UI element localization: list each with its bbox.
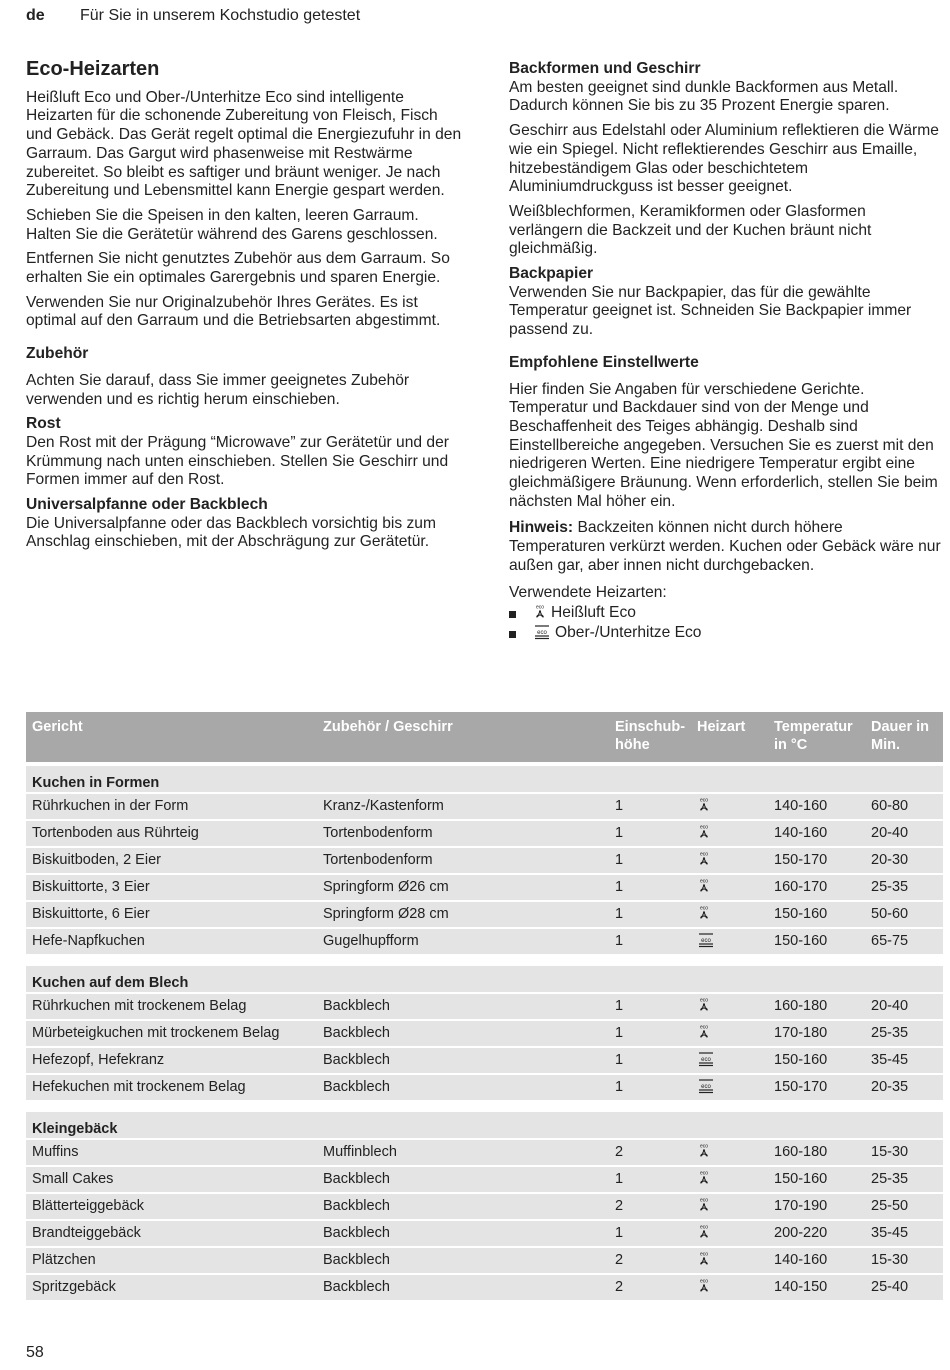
cell-duration: 60-80 [871,798,909,814]
cell-duration: 15-30 [871,1144,909,1160]
cell-temperature: 170-190 [774,1198,828,1214]
fan-eco-icon [697,905,711,925]
cell-temperature: 160-170 [774,879,828,895]
header-temperatur-line2: in °C [774,737,808,753]
cell-accessory: Backblech [323,1052,390,1068]
bullet-square [509,611,516,618]
cell-duration: 25-40 [871,1279,909,1295]
verwendete-label: Verwendete Heizarten: [509,583,667,601]
fan-eco-icon [697,851,711,871]
cell-accessory: Backblech [323,998,390,1014]
eco-paragraph-4: Verwenden Sie nur Originalzubehör Ihres Gerätes. Es ist optimal auf den Garraum und die Betriebsarten abgestimmt. [26,293,441,330]
fan-eco-icon [697,1224,711,1244]
table-section-header [26,1112,943,1138]
svg-text:eco: eco [699,905,709,912]
cell-mode [697,1278,711,1298]
cell-mode [697,878,711,898]
header-einschub-line2: höhe [615,737,650,753]
cell-duration: 35-45 [871,1225,909,1241]
settings-table [26,712,943,1300]
cell-accessory: Backblech [323,1279,390,1295]
eco-paragraph-1: Heißluft Eco und Ober-/Unterhitze Eco sind intelligente Heizarten für die schonende Zubereitung von Fleisch, Fisch und Gebäck. Das Gerät regelt optimal die Energiezufuhr in den Garraum. Das Gargut wird phasenweise mit Restwärme zubereitet. So bleibt es saftiger und bräunt weniger. Je nach Zubereitung und Lebensmittel kann Energie gespart werden. [26,88,462,200]
svg-text:eco: eco [699,878,709,885]
table-row [26,1075,943,1100]
cell-duration: 15-30 [871,1252,909,1268]
top-bottom-eco-icon [697,936,715,952]
cell-duration: 20-35 [871,1079,909,1095]
cell-level: 1 [615,1079,624,1095]
svg-text:eco: eco [699,1197,709,1204]
fan-eco-icon [697,1278,711,1298]
cell-dish: Hefe-Napfkuchen [32,933,145,949]
cell-temperature: 150-170 [774,852,828,868]
language-code: de [26,7,45,24]
fan-eco-icon [697,1024,711,1044]
cell-dish: Mürbeteigkuchen mit trockenem Belag [32,1025,280,1041]
backformen-paragraph-1: Am besten geeignet sind dunkle Backformen aus Metall. Dadurch können Sie bis zu 35 Prozent Energie sparen. [509,78,899,115]
backformen-heading: Backformen und Geschirr [509,60,701,77]
pfanne-heading: Universalpfanne oder Backblech [26,496,268,514]
header-title: Für Sie in unserem Kochstudio getestet [80,7,361,24]
svg-text:eco: eco [535,604,545,611]
svg-text:eco: eco [701,1057,711,1063]
svg-text:eco: eco [699,1143,709,1150]
table-row [26,1248,943,1273]
table-row [26,1140,943,1165]
svg-text:eco: eco [701,1084,711,1090]
fan-eco-icon [697,997,711,1017]
rost-paragraph: Den Rost mit der Prägung “Microwave” zur Gerätetür und der Krümmung nach unten einschieben. Stellen Sie Geschirr und Formen immer auf den Rost. [26,433,449,489]
cell-duration: 35-45 [871,1052,909,1068]
cell-temperature: 140-160 [774,825,828,841]
top-bottom-eco-icon [697,1082,715,1098]
cell-temperature: 140-160 [774,1252,828,1268]
cell-temperature: 150-160 [774,1052,828,1068]
cell-level: 1 [615,825,624,841]
cell-level: 1 [615,852,624,868]
cell-accessory: Backblech [323,1252,390,1268]
fan-eco-icon [697,824,711,844]
svg-text:eco: eco [699,1024,709,1031]
cell-dish: Muffins [32,1144,79,1160]
cell-temperature: 170-180 [774,1025,828,1041]
cell-accessory: Muffinblech [323,1144,397,1160]
zubehoer-paragraph: Achten Sie darauf, dass Sie immer geeignetes Zubehör verwenden und es richtig herum einschieben. [26,371,410,408]
cell-temperature: 150-160 [774,906,828,922]
cell-duration: 20-30 [871,852,909,868]
svg-text:eco: eco [699,851,709,858]
eco-paragraph-2: Schieben Sie die Speisen in den kalten, leeren Garraum. Halten Sie die Gerätetür während des Garens geschlossen. [26,206,438,243]
cell-mode [697,1251,711,1271]
cell-mode [697,1143,711,1163]
backformen-paragraph-3: Weißblechformen, Keramikformen oder Glasformen verlängern die Backzeit und der Kuchen bräunt nicht gleichmäßig. [509,202,872,258]
table-row [26,1221,943,1246]
svg-text:eco: eco [699,1170,709,1177]
header-dauer-line2: Min. [871,737,900,753]
cell-mode [697,1170,711,1190]
cell-dish: Rührkuchen mit trockenem Belag [32,998,247,1014]
empfohlene-paragraph: Hier finden Sie Angaben für verschiedene Gerichte. Temperatur und Backdauer sind von der Menge und Beschaffenheit des Teiges abhängig. Deshalb sind Einstellbereiche angegeben. Versuchen Sie es zuerst mit den niedrigeren Werten. Eine niedrigere Temperatur ergibt eine gleichmäßigere Bräunung. Wenn erforderlich, stellen Sie beim nächsten Mal höher ein. [509,380,938,510]
svg-text:eco: eco [699,1278,709,1285]
cell-mode [697,1051,715,1071]
cell-duration: 25-35 [871,1025,909,1041]
cell-mode [697,905,711,925]
header-dauer [871,718,929,754]
table-row [26,1275,943,1300]
cell-accessory: Backblech [323,1198,390,1214]
header-einschub [615,718,685,754]
cell-dish: Biskuittorte, 3 Eier [32,879,150,895]
cell-temperature: 150-160 [774,1171,828,1187]
header-gericht: Gericht [32,719,83,735]
heating-modes-list [509,604,941,644]
cell-mode [697,797,711,817]
cell-dish: Hefekuchen mit trockenem Belag [32,1079,246,1095]
backformen-paragraph-2: Geschirr aus Edelstahl oder Aluminium reflektieren die Wärme wie ein Spiegel. Nicht reflektierendes Geschirr aus Emaille, hitzebeständigem Glas oder beschichtetem Aluminiumdruckguss ist besser geeignet. [509,122,939,196]
cell-level: 1 [615,998,624,1014]
fan-eco-icon [697,1251,711,1271]
cell-accessory: Gugelhupfform [323,933,419,949]
section-title: Kleingebäck [32,1121,118,1137]
table-row [26,794,943,819]
table-row [26,929,943,954]
cell-accessory: Springform Ø26 cm [323,879,449,895]
rost-heading: Rost [26,415,61,433]
cell-temperature: 160-180 [774,998,828,1014]
cell-mode [697,1197,711,1217]
svg-text:eco: eco [699,1251,709,1258]
cell-dish: Blätterteiggebäck [32,1198,145,1214]
table-row [26,848,943,873]
section-gap [26,954,943,962]
cell-dish: Biskuitboden, 2 Eier [32,852,161,868]
fan-eco-icon [697,1170,711,1190]
mode-top-bottom-eco-label: Ober-/Unterhitze Eco [555,624,702,642]
zubehoer-heading: Zubehör [26,345,89,363]
backpapier-heading: Backpapier [509,265,594,283]
hinweis-text: Backzeiten können nicht durch höhere Temperaturen verkürzt werden. Kuchen oder Gebäck wäre nur außen gar, aber innen nicht durchgebacken. [509,519,941,574]
cell-duration: 25-35 [871,879,909,895]
table-row [26,875,943,900]
cell-dish: Biskuittorte, 6 Eier [32,906,150,922]
cell-level: 1 [615,1052,624,1068]
cell-accessory: Backblech [323,1025,390,1041]
cell-duration: 65-75 [871,933,909,949]
svg-text:eco: eco [699,1224,709,1231]
pfanne-paragraph: Die Universalpfanne oder das Backblech vorsichtig bis zum Anschlag einschieben, mit der Abschrägung zur Gerätetür. [26,514,436,551]
cell-level: 2 [615,1144,624,1160]
cell-level: 1 [615,1225,624,1241]
svg-text:eco: eco [699,997,709,1004]
cell-level: 1 [615,906,624,922]
page-number: 58 [26,1344,44,1361]
cell-temperature: 160-180 [774,1144,828,1160]
top-bottom-eco-icon [697,1055,715,1071]
cell-mode [697,932,715,952]
top-bottom-eco-icon [533,624,551,646]
fan-eco-icon [697,1143,711,1163]
table-header [26,712,943,762]
cell-dish: Tortenboden aus Rührteig [32,825,199,841]
cell-accessory: Springform Ø28 cm [323,906,449,922]
list-item [509,624,941,644]
cell-level: 2 [615,1279,624,1295]
right-column [509,60,941,644]
eco-paragraph-3: Entfernen Sie nicht genutztes Zubehör aus dem Garraum. So erhalten Sie ein optimales Garergebnis und sparen Energie. [26,250,450,287]
cell-dish: Rührkuchen in der Form [32,798,189,814]
bullet-square [509,631,516,638]
cell-level: 1 [615,1025,624,1041]
cell-duration: 20-40 [871,998,909,1014]
svg-text:eco: eco [699,797,709,804]
cell-duration: 25-35 [871,1171,909,1187]
header-einschub-line1: Einschub- [615,719,686,735]
fan-eco-icon [697,1197,711,1217]
cell-accessory: Kranz-/Kastenform [323,798,444,814]
svg-text:eco: eco [537,630,547,637]
cell-dish: Spritzgebäck [32,1279,116,1295]
cell-level: 2 [615,1252,624,1268]
table-section-header [26,966,943,992]
cell-level: 1 [615,1171,624,1187]
page-header [26,7,360,25]
fan-eco-icon [697,878,711,898]
cell-duration: 25-50 [871,1198,909,1214]
cell-level: 1 [615,798,624,814]
header-temperatur-line1: Temperatur [774,719,853,735]
header-zubehoer: Zubehör / Geschirr [323,719,453,735]
svg-text:eco: eco [701,938,711,944]
section-title: Kuchen in Formen [32,775,160,791]
cell-level: 1 [615,879,624,895]
left-column [26,60,466,558]
header-dauer-line1: Dauer in [871,719,930,735]
header-temperatur [774,718,853,754]
cell-level: 2 [615,1198,624,1214]
mode-fan-eco-label: Heißluft Eco [551,604,636,622]
hinweis-label: Hinweis: [509,519,574,537]
cell-accessory: Backblech [323,1171,390,1187]
fan-eco-icon [697,797,711,817]
eco-heading: Eco-Heizarten [26,58,160,80]
svg-text:eco: eco [699,824,709,831]
table-row [26,1048,943,1073]
cell-accessory: Backblech [323,1225,390,1241]
section-title: Kuchen auf dem Blech [32,975,189,991]
cell-temperature: 140-150 [774,1279,828,1295]
table-row [26,1194,943,1219]
cell-dish: Hefezopf, Hefekranz [32,1052,165,1068]
table-body [26,766,943,1300]
cell-accessory: Tortenbodenform [323,852,433,868]
table-row [26,902,943,927]
cell-temperature: 140-160 [774,798,828,814]
cell-mode [697,1224,711,1244]
table-row [26,994,943,1019]
table-section-header [26,766,943,792]
hinweis-paragraph [509,519,941,575]
cell-level: 1 [615,933,624,949]
cell-mode [697,1078,715,1098]
empfohlene-heading: Empfohlene Einstellwerte [509,353,699,371]
header-heizart: Heizart [697,719,746,735]
cell-dish: Small Cakes [32,1171,114,1187]
cell-mode [697,1024,711,1044]
table-row [26,1167,943,1192]
cell-temperature: 150-170 [774,1079,828,1095]
cell-mode [697,997,711,1017]
cell-mode [697,824,711,844]
cell-accessory: Backblech [323,1079,390,1095]
cell-duration: 50-60 [871,906,909,922]
fan-eco-icon [533,604,547,626]
cell-temperature: 150-160 [774,933,828,949]
table-row [26,821,943,846]
cell-dish: Plätzchen [32,1252,96,1268]
cell-duration: 20-40 [871,825,909,841]
cell-mode [697,851,711,871]
backpapier-paragraph: Verwenden Sie nur Backpapier, das für die gewählte Temperatur geeignet ist. Schneiden Sie Backpapier immer passend zu. [509,283,912,339]
table-row [26,1021,943,1046]
section-gap [26,1100,943,1108]
cell-temperature: 200-220 [774,1225,828,1241]
cell-dish: Brandteiggebäck [32,1225,141,1241]
cell-accessory: Tortenbodenform [323,825,433,841]
list-item [509,604,941,624]
